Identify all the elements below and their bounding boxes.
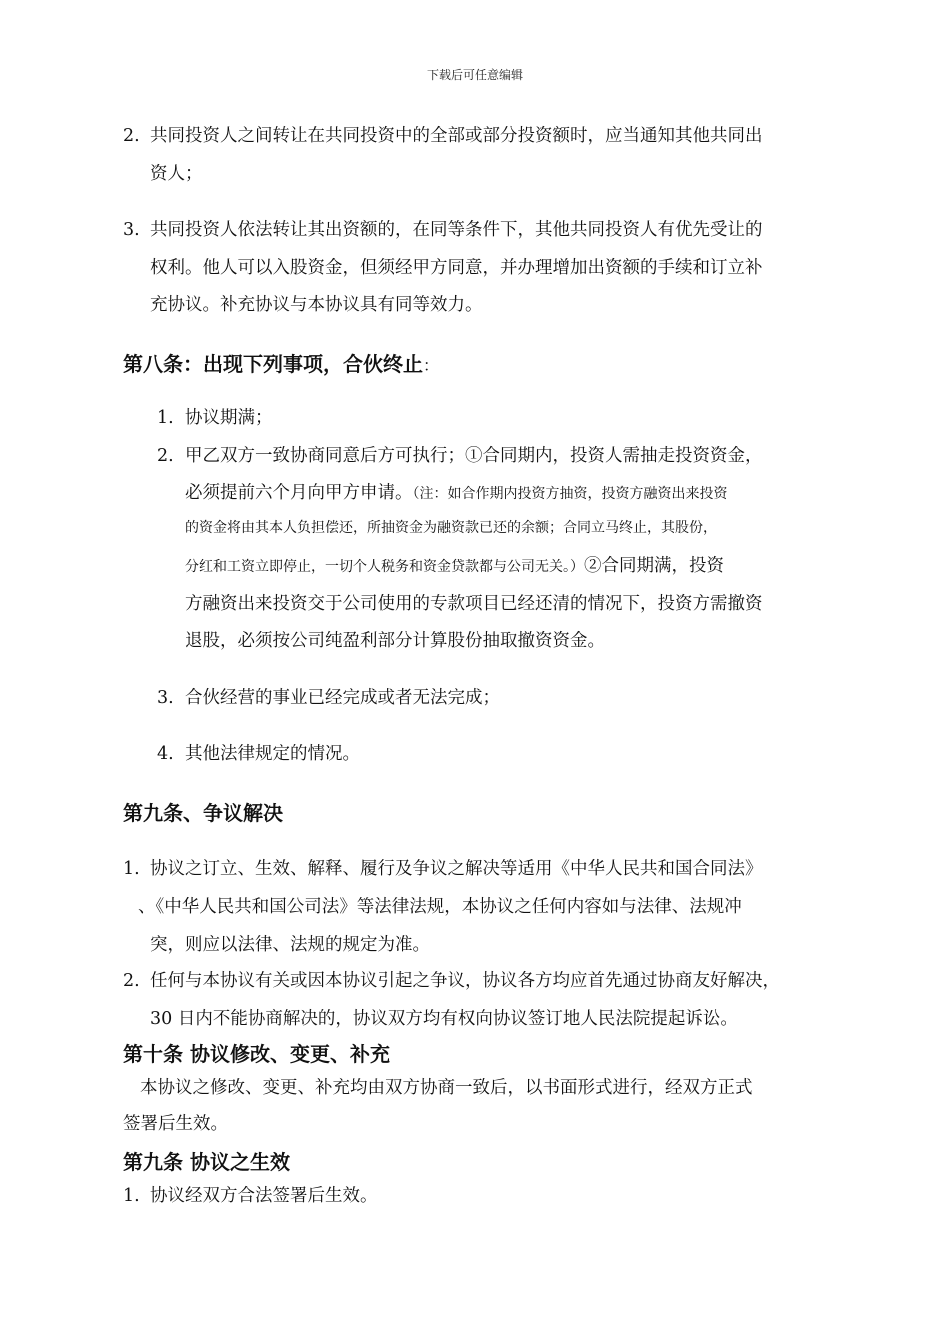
list-number: 1. — [157, 408, 174, 428]
list-item-text: 甲乙双方一致协商同意后方可执行；①合同期内，投资人需抽走投资资金， — [185, 446, 763, 466]
list-item-text: 充协议。补充协议与本协议具有同等效力。 — [150, 295, 483, 315]
list-item-text: 协议经双方合法签署后生效。 — [150, 1186, 378, 1206]
list-item-text: 任何与本协议有关或因本协议引起之争议，协议各方均应首先通过协商友好解决， — [150, 971, 780, 991]
list-item-text: 权利。他人可以入股资金，但须经甲方同意，并办理增加出资额的手续和订立补 — [150, 258, 763, 278]
note-text: （注：如合作期内投资方抽资，投资方融资出来投资 — [412, 486, 728, 502]
section-heading: 第九条、争议解决 — [123, 801, 283, 825]
list-item-text: 30 日内不能协商解决的，协议双方均有权向协议签订地人民法院提起诉讼。 — [150, 1009, 738, 1029]
list-item-line — [185, 485, 728, 503]
section-heading: 第九条 协议之生效 — [123, 1150, 290, 1174]
list-item-text: 退股，必须按公司纯盈利部分计算股份抽取撤资资金。 — [185, 631, 605, 651]
list-item-text: 必须提前六个月向甲方申请。 — [185, 483, 413, 503]
list-item-text: 共同投资人依法转让其出资额的，在同等条件下，其他共同投资人有优先受让的 — [150, 220, 763, 240]
section-heading: 第十条 协议修改、变更、补充 — [123, 1042, 390, 1066]
paragraph-text: 签署后生效。 — [123, 1114, 228, 1134]
list-item-text: 协议之订立、生效、解释、履行及争议之解决等适用《中华人民共和国合同法》 — [150, 859, 763, 879]
list-number: 1. — [123, 1186, 140, 1206]
note-text: 分红和工资立即停止，一切个人税务和资金贷款都与公司无关。） — [185, 559, 584, 575]
section-heading — [123, 354, 439, 374]
list-item-text: 、《中华人民共和国公司法》等法律法规，本协议之任何内容如与法律、法规冲 — [138, 897, 742, 917]
list-item-text: 突，则应以法律、法规的规定为准。 — [150, 935, 430, 955]
list-number: 3. — [157, 688, 174, 708]
list-item-text: 方融资出来投资交于公司使用的专款项目已经还清的情况下，投资方需撤资 — [185, 594, 763, 614]
list-item-line — [185, 558, 724, 576]
page-header: 下载后可任意编辑 — [426, 68, 523, 82]
list-item-text: ②合同期满，投资 — [584, 556, 724, 576]
list-number: 2. — [123, 126, 140, 146]
list-number: 3. — [123, 220, 140, 240]
section-heading-colon: ： — [423, 356, 440, 375]
section-heading-text: 第八条：出现下列事项，合伙终止 — [123, 352, 423, 376]
list-item-text: 协议期满； — [185, 408, 273, 428]
list-item-text: 合伙经营的事业已经完成或者无法完成； — [185, 688, 500, 708]
list-number: 1. — [123, 859, 140, 879]
list-number: 2. — [123, 971, 140, 991]
list-item-text: 共同投资人之间转让在共同投资中的全部或部分投资额时，应当通知其他共同出 — [150, 126, 763, 146]
paragraph-text: 本协议之修改、变更、补充均由双方协商一致后，以书面形式进行，经双方正式 — [140, 1078, 753, 1098]
list-number: 2. — [157, 446, 174, 466]
note-text: 的资金将由其本人负担偿还，所抽资金为融资款已还的余额；合同立马终止，其股份， — [185, 520, 717, 536]
list-number: 4. — [157, 744, 174, 764]
list-item-text: 其他法律规定的情况。 — [185, 744, 360, 764]
list-item-text: 资人； — [150, 164, 203, 184]
